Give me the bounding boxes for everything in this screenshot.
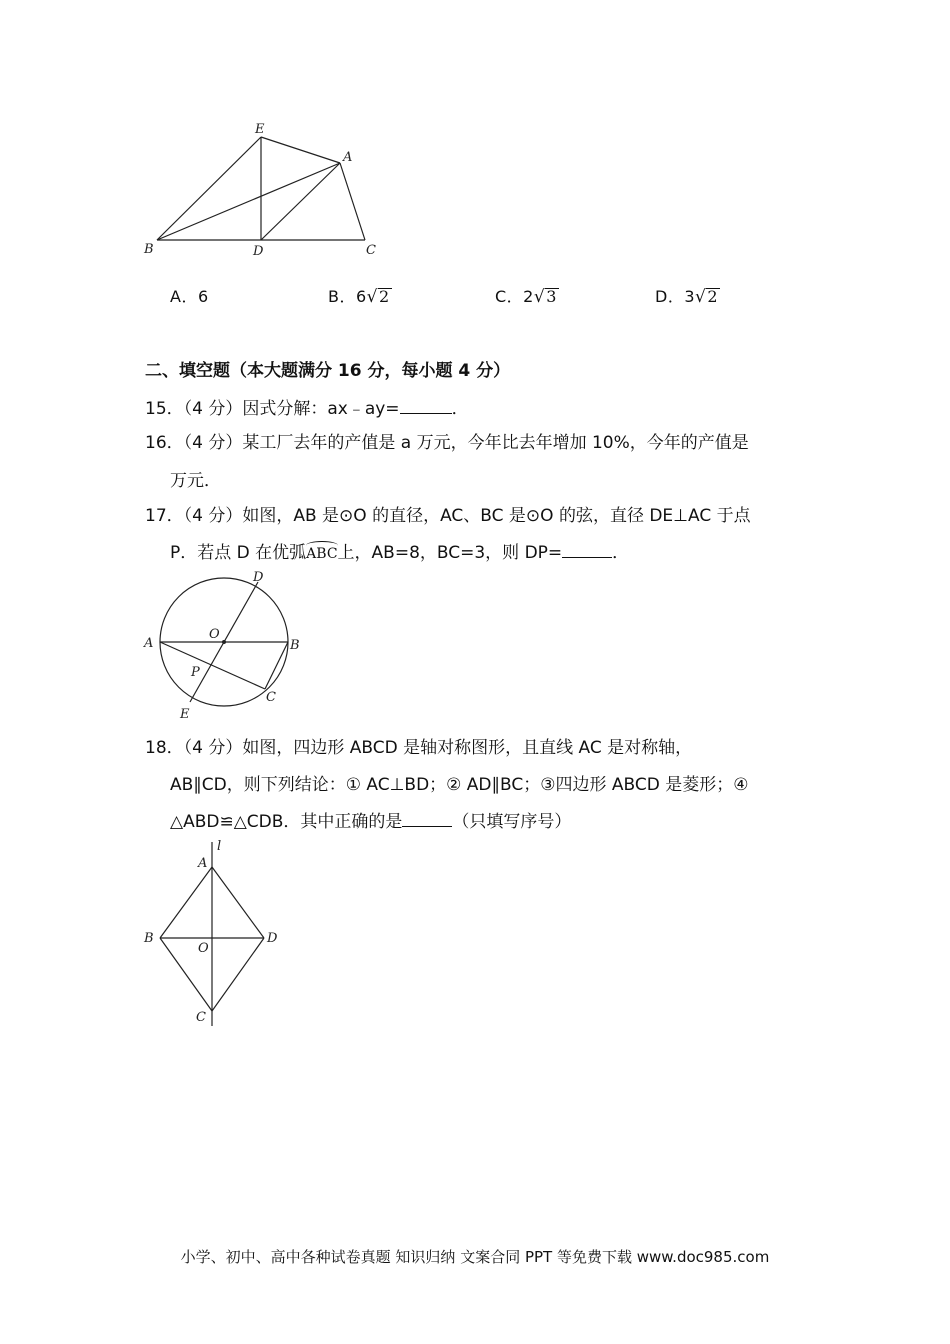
question-15: 15．（4 分）因式分解：ax﹣ay= ． bbox=[145, 399, 469, 419]
option-a: A．6 bbox=[170, 287, 209, 306]
label-A: A bbox=[144, 636, 154, 651]
label-C: C bbox=[366, 243, 376, 258]
label-A: A bbox=[198, 856, 208, 871]
question-18-line1: 18．（4 分）如图，四边形 ABCD 是轴对称图形，且直线 AC 是对称轴， bbox=[145, 738, 693, 758]
label-B: B bbox=[290, 638, 300, 653]
page-footer: 小学、初中、高中各种试卷真题 知识归纳 文案合同 PPT 等免费下载 www.doc985.com bbox=[180, 1248, 770, 1266]
label-P: P bbox=[191, 665, 200, 680]
question-16-line2: 万元． bbox=[170, 471, 221, 491]
label-A: A bbox=[343, 150, 353, 165]
question-17-line2: P．若点 D 在优弧ABC上，AB=8，BC=3，则 DP= ． bbox=[170, 543, 630, 563]
section-title: 二、填空题（本大题满分 16 分，每小题 4 分） bbox=[145, 361, 511, 381]
label-O: O bbox=[209, 627, 220, 642]
label-D: D bbox=[253, 570, 264, 585]
label-B: B bbox=[144, 242, 154, 257]
sqrt-c: 3 bbox=[546, 287, 557, 306]
arc-abc: ABC bbox=[306, 546, 338, 562]
label-l: l bbox=[217, 839, 222, 854]
question-17-line1: 17．（4 分）如图，AB 是⊙O 的直径，AC、BC 是⊙O 的弦，直径 DE⊥AC 于点 bbox=[145, 506, 751, 526]
question-18-line2: AB∥CD，则下列结论：① AC⊥BD；② AD∥BC；③四边形 ABCD 是菱形；④ bbox=[170, 775, 749, 795]
option-b: B．6√2 bbox=[328, 287, 390, 307]
label-B: B bbox=[144, 931, 154, 946]
question-18-line3: △ABD≌△CDB．其中正确的是 （只填写序号） bbox=[170, 812, 572, 832]
label-O: O bbox=[198, 941, 209, 956]
label-D: D bbox=[253, 244, 264, 259]
figure-circle bbox=[140, 568, 310, 724]
option-d: D．3√2 bbox=[655, 287, 719, 307]
answer-blank bbox=[562, 543, 612, 558]
question-16-line1: 16．（4 分）某工厂去年的产值是 a 万元，今年比去年增加 10%，今年的产值是 bbox=[145, 433, 749, 453]
answer-blank bbox=[402, 812, 452, 827]
answer-blank bbox=[400, 399, 452, 414]
label-E: E bbox=[255, 122, 265, 137]
sqrt-b: 2 bbox=[379, 287, 390, 306]
figure-quadrilateral bbox=[140, 118, 390, 263]
option-c: C．2√3 bbox=[495, 287, 557, 307]
label-E: E bbox=[180, 707, 190, 722]
sqrt-d: 2 bbox=[707, 287, 719, 306]
figure-rhombus bbox=[140, 836, 290, 1030]
label-D: D bbox=[267, 931, 278, 946]
label-C: C bbox=[266, 690, 276, 705]
label-C: C bbox=[196, 1010, 206, 1025]
